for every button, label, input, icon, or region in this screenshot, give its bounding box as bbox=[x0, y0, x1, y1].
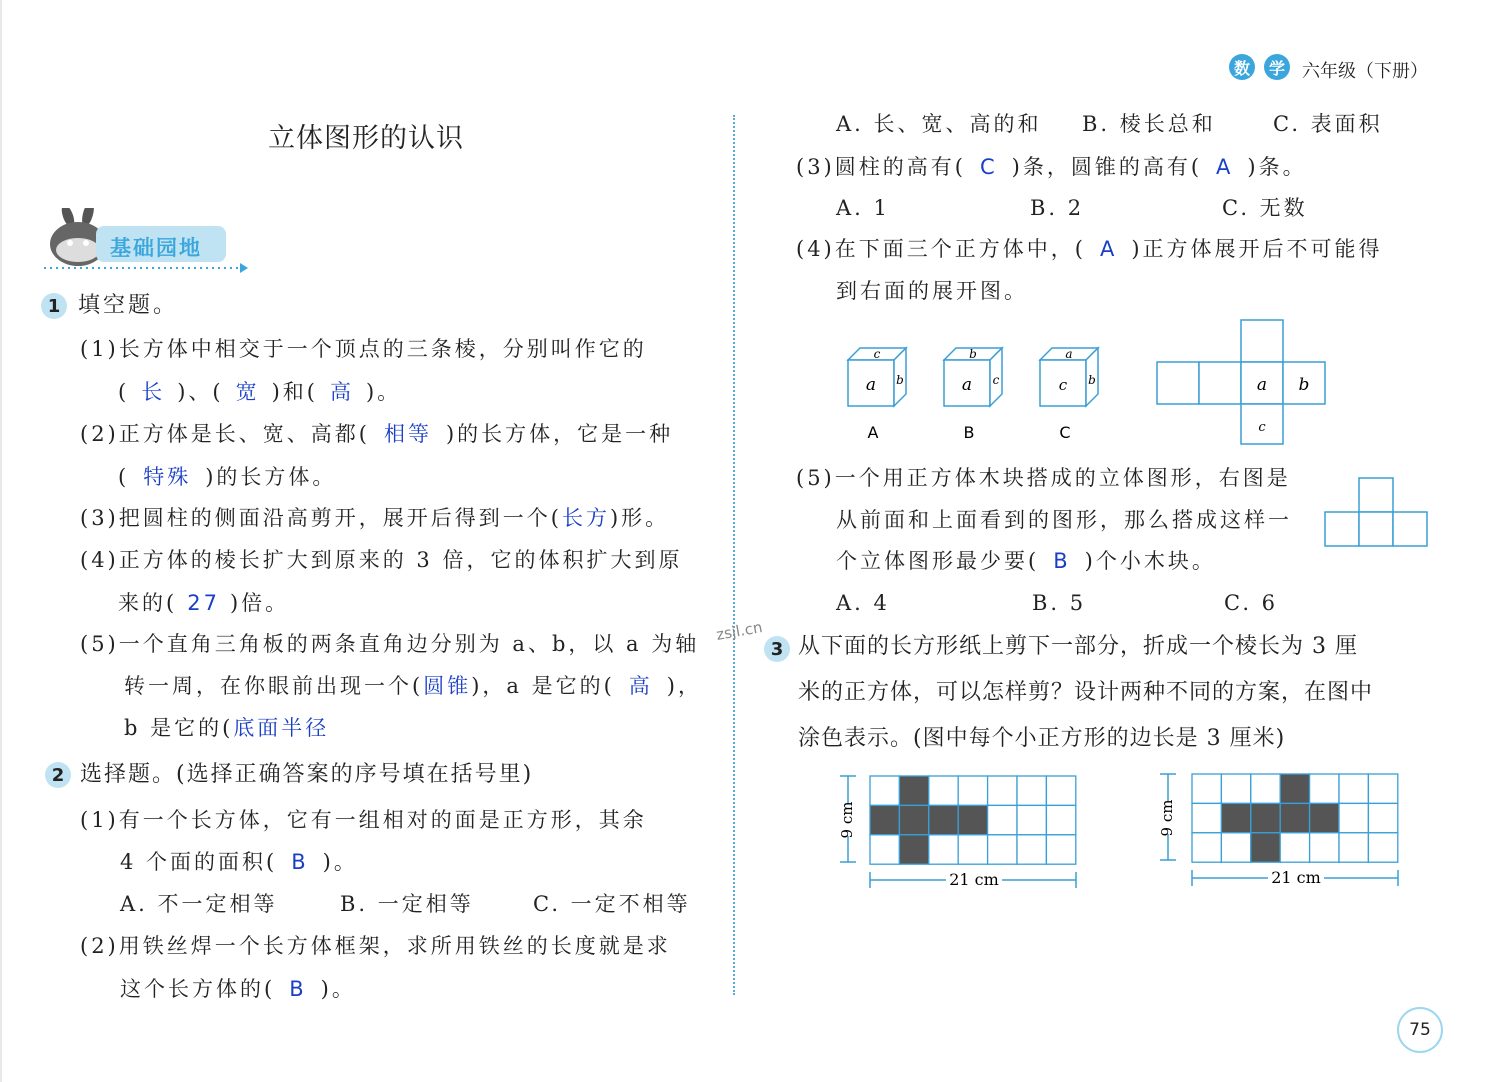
page-title: 立体图形的认识 bbox=[268, 123, 464, 154]
views-figure bbox=[1323, 476, 1433, 550]
grid-cell bbox=[1046, 835, 1075, 864]
question-number-2: 2 bbox=[45, 762, 71, 788]
cube-b-side: c bbox=[992, 373, 1000, 387]
answer-q1-1a: 长 bbox=[141, 380, 166, 404]
cube-c-front: c bbox=[1058, 376, 1068, 394]
section-banner-label: 基础园地 bbox=[110, 236, 202, 260]
q1-5-line3: b 是它的(底面半径 bbox=[124, 716, 330, 740]
grid-cell bbox=[929, 776, 958, 805]
cube-c-label: C bbox=[1059, 423, 1071, 440]
q1-2-line2: ( 特殊 )的长方体。 bbox=[118, 465, 337, 489]
cube-net-figure bbox=[1155, 318, 1333, 448]
answer-q2-4: A bbox=[1099, 237, 1118, 261]
cube-a-top: c bbox=[873, 347, 881, 361]
grid-cell bbox=[1017, 776, 1046, 805]
q2-3-line1: (3)圆柱的高有( C )条，圆锥的高有( A )条。 bbox=[796, 155, 1307, 179]
grid-cell bbox=[1310, 774, 1339, 803]
cube-b-top: b bbox=[969, 347, 977, 361]
cube-c-side: b bbox=[1088, 373, 1096, 387]
cube-a-front: a bbox=[865, 375, 877, 395]
subject-badge-2: 学 bbox=[1264, 54, 1290, 80]
answer-q1-5b: 高 bbox=[628, 674, 653, 698]
grid-cell-filled bbox=[899, 835, 928, 864]
cube-a-side: b bbox=[896, 373, 904, 387]
answer-q2-5: B bbox=[1053, 549, 1071, 573]
grid-cell bbox=[1251, 774, 1280, 803]
grid-cell bbox=[988, 805, 1017, 834]
grid-cell bbox=[1339, 833, 1368, 862]
net-face-a: a bbox=[1256, 375, 1268, 395]
subject-badge-1: 数 bbox=[1229, 54, 1255, 80]
cube-b-front: a bbox=[961, 375, 973, 395]
q2-1-line2: 4 个面的面积( B )。 bbox=[120, 850, 358, 874]
q2-1-line1: (1)有一个长方体，它有一组相对的面是正方形，其余 bbox=[80, 808, 647, 832]
question-number-3: 3 bbox=[764, 636, 790, 662]
grid-cell bbox=[1368, 803, 1397, 832]
plan1-width-label: 21 cm bbox=[949, 870, 999, 889]
grid-cell-filled bbox=[870, 805, 899, 834]
q1-5-line1: (5)一个直角三角板的两条直角边分别为 a、b，以 a 为轴 bbox=[80, 632, 700, 656]
answer-q1-4: 27 bbox=[187, 591, 220, 615]
grid-cell bbox=[1280, 833, 1309, 862]
grid-cell bbox=[1017, 805, 1046, 834]
q2-1-option-a: A. 不一定相等 bbox=[120, 892, 278, 916]
grid-cell bbox=[870, 835, 899, 864]
grid-cell bbox=[988, 776, 1017, 805]
q1-2-line1: (2)正方体是长、宽、高都( 相等 )的长方体，它是一种 bbox=[80, 422, 674, 446]
q1-5-line2: 转一周，在你眼前出现一个(圆锥)，a 是它的( 高 )， bbox=[124, 674, 702, 698]
q2-title: 选择题。(选择正确答案的序号填在括号里) bbox=[80, 762, 534, 787]
q2-2-line1: (2)用铁丝焊一个长方体框架，求所用铁丝的长度就是求 bbox=[80, 934, 671, 958]
q2-3-option-a: A. 1 bbox=[836, 196, 890, 220]
q1-1-line1: (1)长方体中相交于一个顶点的三条棱，分别叫作它的 bbox=[80, 337, 647, 361]
q2-4-line1: (4)在下面三个正方体中，( A )正方体展开后不可能得 bbox=[796, 237, 1383, 261]
cube-a-label: A bbox=[867, 423, 879, 440]
grid-cell bbox=[1046, 776, 1075, 805]
answer-q1-5c: 底面半径 bbox=[233, 716, 330, 740]
answer-q1-5a: 圆锥 bbox=[423, 674, 472, 698]
cube-b-label: B bbox=[963, 423, 975, 440]
net-face-c: c bbox=[1258, 420, 1266, 435]
grid-cell-filled bbox=[899, 805, 928, 834]
plan1-height-label: 9 cm bbox=[838, 801, 856, 839]
q2-5-line2: 从前面和上面看到的图形，那么搭成这样一 bbox=[836, 508, 1292, 532]
grid-cell bbox=[870, 776, 899, 805]
q1-1-line2: ( 长 )、( 宽 )和( 高 )。 bbox=[118, 380, 402, 404]
grid-cell bbox=[1339, 774, 1368, 803]
plan2-height-label: 9 cm bbox=[1158, 799, 1176, 837]
cube-b bbox=[944, 347, 1002, 440]
answer-q2-3a: C bbox=[979, 155, 998, 179]
grid-cell bbox=[958, 835, 987, 864]
grid-cell bbox=[929, 835, 958, 864]
answer-q2-1: B bbox=[291, 850, 309, 874]
q2-3-option-c: C. 无数 bbox=[1222, 196, 1308, 220]
grid-cell bbox=[1017, 835, 1046, 864]
q3-line1: 从下面的长方形纸上剪下一部分，折成一个棱长为 3 厘 bbox=[798, 634, 1358, 659]
grid-cell-filled bbox=[1280, 774, 1309, 803]
q3-line3: 涂色表示。(图中每个小正方形的边长是 3 厘米) bbox=[798, 726, 1286, 751]
answer-q1-2b: 特殊 bbox=[143, 465, 192, 489]
q2-5-option-c: C. 6 bbox=[1224, 591, 1279, 615]
grid-cell bbox=[988, 835, 1017, 864]
q2-5-line3: 个立体图形最少要( B )个小木块。 bbox=[836, 549, 1216, 573]
grid-cell bbox=[1310, 833, 1339, 862]
q2-2-option-b: B. 棱长总和 bbox=[1082, 112, 1216, 136]
section-banner bbox=[40, 208, 250, 278]
q2-5-option-a: A. 4 bbox=[836, 591, 890, 615]
q1-title: 填空题。 bbox=[78, 293, 179, 318]
cube-c bbox=[1040, 347, 1098, 440]
grid-cell bbox=[1192, 774, 1221, 803]
q3-line2: 米的正方体，可以怎样剪？设计两种不同的方案，在图中 bbox=[798, 680, 1374, 705]
answer-q2-2: B bbox=[289, 977, 307, 1001]
q2-1-option-c: C. 一定不相等 bbox=[533, 892, 691, 916]
grid-cell bbox=[1046, 805, 1075, 834]
grid-cell bbox=[1339, 803, 1368, 832]
page-edge bbox=[0, 0, 2, 1082]
answer-q1-2a: 相等 bbox=[383, 422, 432, 446]
grid-cell-filled bbox=[899, 776, 928, 805]
answer-q2-3b: A bbox=[1216, 155, 1234, 179]
q2-2-option-a: A. 长、宽、高的和 bbox=[836, 112, 1042, 136]
grid-cell-filled bbox=[958, 805, 987, 834]
page-number: 75 bbox=[1397, 1007, 1443, 1053]
q2-2-line2: 这个长方体的( B )。 bbox=[120, 977, 356, 1001]
watermark: zsjl.cn bbox=[714, 618, 764, 644]
cube-c-top: a bbox=[1065, 347, 1073, 361]
grid-cell bbox=[958, 776, 987, 805]
column-divider bbox=[733, 115, 735, 995]
q2-2-option-c: C. 表面积 bbox=[1273, 112, 1383, 136]
grid-cell bbox=[1192, 803, 1221, 832]
q2-1-option-b: B. 一定相等 bbox=[340, 892, 474, 916]
grid-cell bbox=[1192, 833, 1221, 862]
grid-cell-filled bbox=[1221, 803, 1250, 832]
q2-3-option-b: B. 2 bbox=[1030, 196, 1085, 220]
grid-cell bbox=[1368, 774, 1397, 803]
plan2-width-label: 21 cm bbox=[1271, 868, 1321, 887]
grid-cell bbox=[1221, 833, 1250, 862]
grid-cell-filled bbox=[1251, 833, 1280, 862]
answer-q1-1b: 宽 bbox=[235, 380, 260, 404]
grid-cell bbox=[1221, 774, 1250, 803]
q1-4-line2: 来的( 27 )倍。 bbox=[118, 591, 290, 615]
q1-4-line1: (4)正方体的棱长扩大到原来的 3 倍，它的体积扩大到原 bbox=[80, 548, 683, 572]
plan-grid-1 bbox=[832, 770, 1082, 895]
grid-cell bbox=[1368, 833, 1397, 862]
q2-5-line1: (5)一个用正方体木块搭成的立体图形，右图是 bbox=[796, 466, 1291, 490]
answer-q1-3: 长方 bbox=[561, 506, 610, 530]
q2-4-line2: 到右面的展开图。 bbox=[836, 279, 1028, 303]
grid-cell-filled bbox=[1310, 803, 1339, 832]
question-number-1: 1 bbox=[41, 293, 67, 319]
plan-grid-2 bbox=[1152, 768, 1402, 893]
cube-a bbox=[848, 347, 906, 440]
grid-cell-filled bbox=[1251, 803, 1280, 832]
q2-5-option-b: B. 5 bbox=[1032, 591, 1087, 615]
grade-label: 六年级（下册） bbox=[1302, 61, 1428, 82]
q1-3-line1: (3)把圆柱的侧面沿高剪开，展开后得到一个(长方)形。 bbox=[80, 506, 670, 530]
grid-cell-filled bbox=[929, 805, 958, 834]
grid-cell-filled bbox=[1280, 803, 1309, 832]
answer-q1-1c: 高 bbox=[329, 380, 354, 404]
cubes-figure bbox=[840, 340, 1120, 440]
net-face-b: b bbox=[1298, 375, 1310, 395]
